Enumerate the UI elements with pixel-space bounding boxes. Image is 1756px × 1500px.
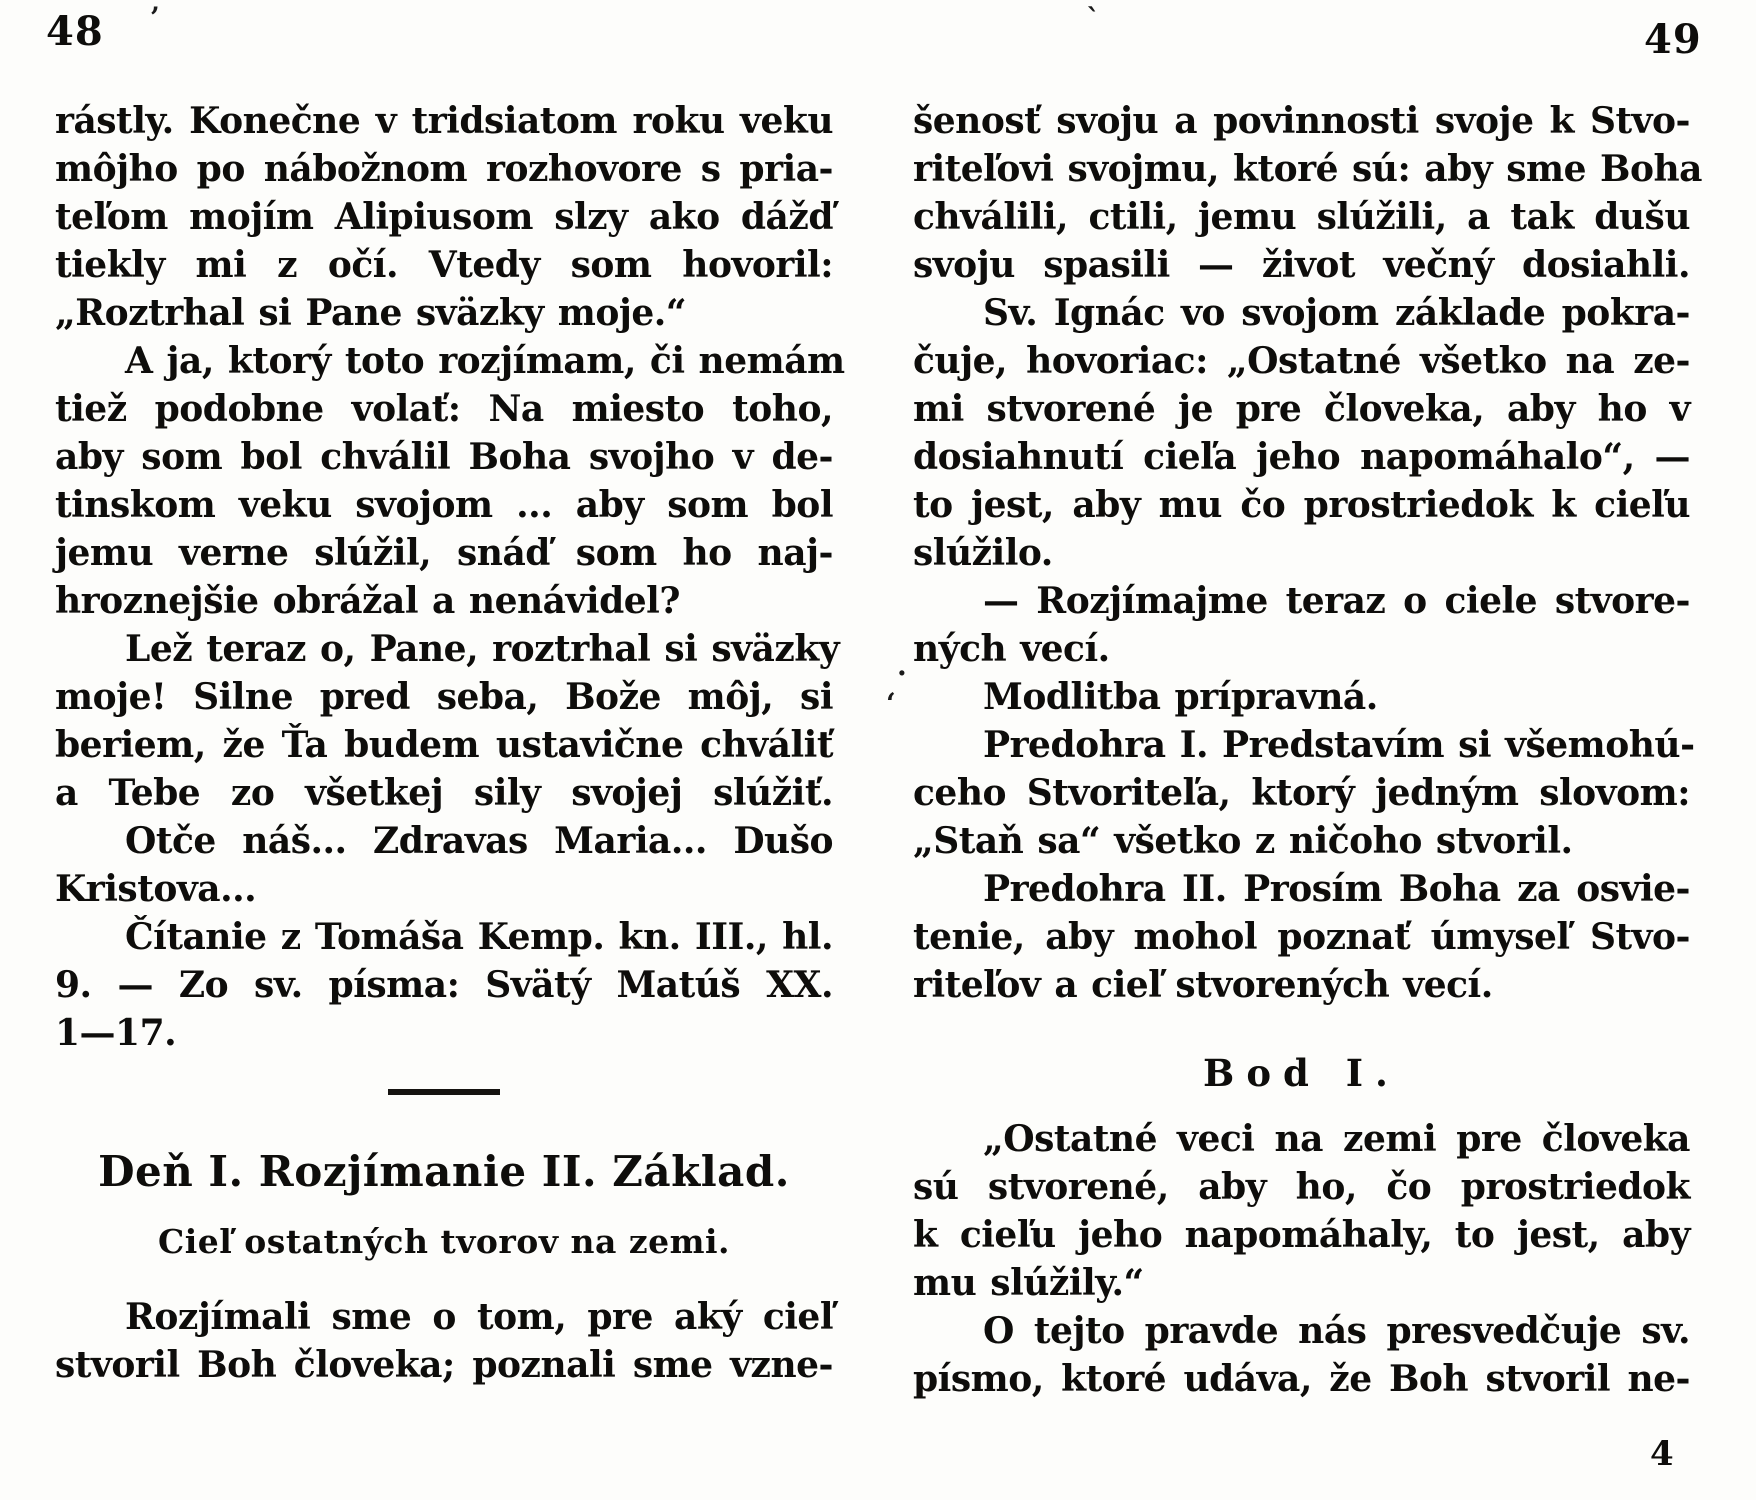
- text-line: moje! Silne pred seba, Bože môj, si: [55, 676, 833, 718]
- text-line: Modlitba prípravná.: [983, 676, 1378, 718]
- text-line: hroznejšie obrážal a nenávidel?: [55, 580, 680, 622]
- text-line: jemu verne slúžil, snáď som ho naj-: [55, 532, 833, 574]
- text-line: mu slúžily.“: [913, 1262, 1144, 1304]
- text-line: môjho po nábožnom rozhovore s pria-: [55, 148, 833, 190]
- text-line: chválili, ctili, jemu slúžili, a tak dušu: [913, 196, 1690, 238]
- text-line: tiekly mi z očí. Vtedy som hovoril:: [55, 244, 833, 286]
- text-line: „Staň sa“ všetko z ničoho stvoril.: [913, 820, 1573, 862]
- text-line: Predohra I. Predstavím si všemohú-: [983, 724, 1695, 766]
- meditation-heading: Deň I. Rozjímanie II. Základ.: [98, 1147, 790, 1196]
- text-line: riteľovi svojmu, ktoré sú: aby sme Boha: [913, 148, 1702, 190]
- text-line: Sv. Ignác vo svojom základe pokra-: [983, 292, 1690, 334]
- text-line: mi stvorené je pre človeka, aby ho v: [913, 388, 1690, 430]
- scan-noise-mark: ’: [150, 1, 160, 34]
- text-line: to jest, aby mu čo prostriedok k cieľu: [913, 484, 1690, 526]
- text-line: sú stvorené, aby ho, čo prostriedok: [913, 1166, 1690, 1208]
- text-line: Rozjímali sme o tom, pre aký cieľ: [125, 1296, 833, 1338]
- text-line: Otče náš... Zdravas Maria... Dušo: [125, 820, 833, 862]
- text-line: A ja, ktorý toto rozjímam, či nemám: [125, 340, 845, 382]
- page-number-right: 49: [1644, 16, 1702, 63]
- meditation-subheading: Cieľ ostatných tvorov na zemi.: [157, 1222, 731, 1261]
- text-line: slúžilo.: [913, 532, 1053, 574]
- text-line: teľom mojím Alipiusom slzy ako dážď: [55, 196, 833, 238]
- text-line: Čítanie z Tomáša Kemp. kn. III., hl.: [125, 916, 833, 958]
- text-line: ceho Stvoriteľa, ktorý jedným slovom:: [913, 772, 1690, 814]
- scan-noise-mark: ‘: [886, 687, 896, 720]
- signature-mark: 4: [1650, 1434, 1674, 1474]
- text-line: O tejto pravde nás presvedčuje sv.: [983, 1310, 1690, 1352]
- text-line: Kristova...: [55, 868, 257, 910]
- text-line: dosiahnutí cieľa jeho napomáhalo“, —: [913, 436, 1690, 478]
- text-line: 1—17.: [55, 1012, 177, 1054]
- text-line: Lež teraz o, Pane, roztrhal si sväzky: [125, 628, 840, 670]
- text-line: tinskom veku svojom ... aby som bol: [55, 484, 833, 526]
- point-heading: Bod I.: [1203, 1051, 1400, 1095]
- text-line: — Rozjímajme teraz o ciele stvore-: [983, 580, 1690, 622]
- page-number-left: 48: [46, 8, 104, 55]
- text-line: písmo, ktoré udáva, že Boh stvoril ne-: [913, 1358, 1690, 1400]
- text-line: Predohra II. Prosím Boha za osvie-: [983, 868, 1690, 910]
- text-line: tenie, aby mohol poznať úmyseľ Stvo-: [913, 916, 1690, 958]
- left-page-text-column: [55, 97, 845, 1389]
- right-page-text-column: [913, 97, 1702, 1403]
- text-line: 9. — Zo sv. písma: Svätý Matúš XX.: [55, 964, 833, 1006]
- text-line: tiež podobne volať: Na miesto toho,: [55, 388, 833, 430]
- scan-noise-mark: `: [1086, 3, 1100, 36]
- text-line: k cieľu jeho napomáhaly, to jest, aby: [913, 1214, 1690, 1256]
- text-line: svoju spasili — život večný dosiahli.: [913, 244, 1690, 286]
- text-line: riteľov a cieľ stvorených vecí.: [913, 964, 1493, 1006]
- text-line: rástly. Konečne v tridsiatom roku veku: [55, 100, 833, 142]
- section-divider: [388, 1089, 500, 1095]
- text-line: šenosť svoju a povinnosti svoje k Stvo-: [913, 100, 1690, 142]
- text-line: a Tebe zo všetkej sily svojej slúžiť.: [55, 772, 833, 814]
- text-line: „Roztrhal si Pane sväzky moje.“: [55, 292, 687, 334]
- scan-noise-mark: .: [897, 649, 907, 682]
- text-line: aby som bol chválil Boha svojho v de-: [55, 436, 833, 478]
- text-line: „Ostatné veci na zemi pre človeka: [983, 1118, 1690, 1160]
- text-line: beriem, že Ťa budem ustavične chváliť: [55, 724, 833, 766]
- text-line: čuje, hovoriac: „Ostatné všetko na ze-: [913, 340, 1690, 382]
- text-line: stvoril Boh človeka; poznali sme vzne-: [55, 1344, 833, 1386]
- text-line: ných vecí.: [913, 628, 1110, 670]
